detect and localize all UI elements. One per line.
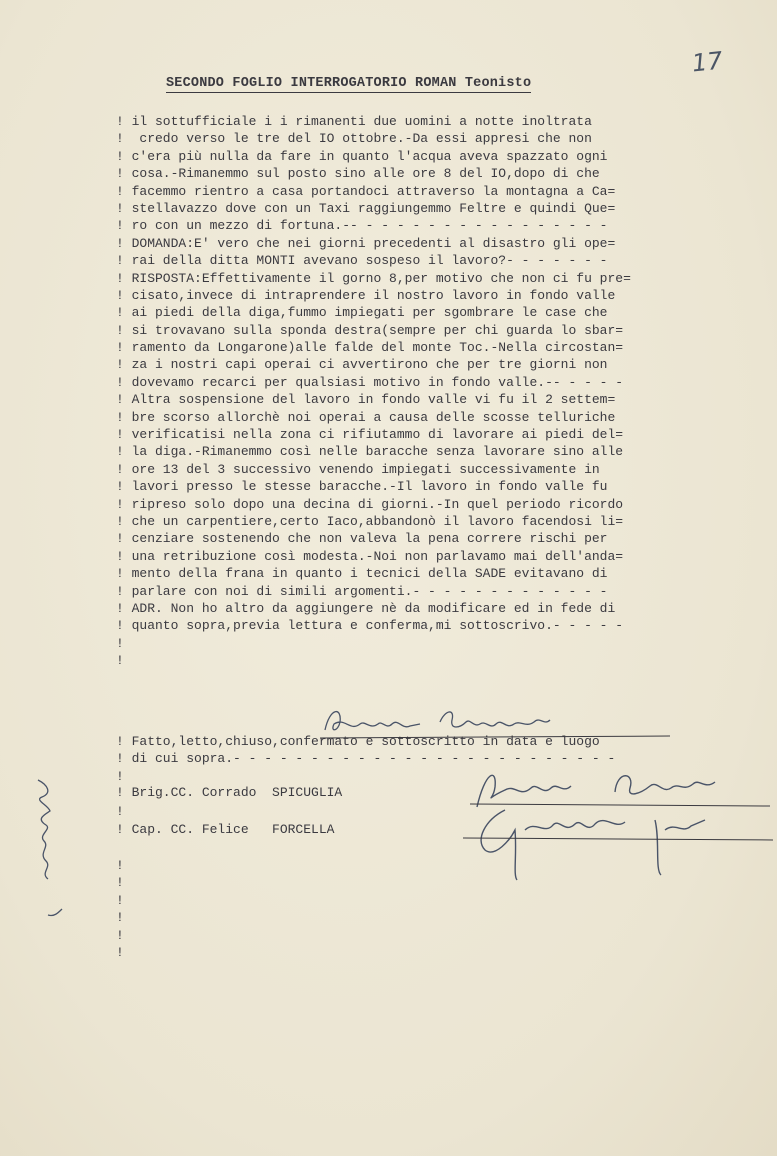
signer-forcella: ! Cap. CC. Felice FORCELLA	[116, 822, 335, 837]
text-line: ! credo verso le tre del IO ottobre.-Da essi appresi che non	[116, 131, 592, 147]
text-line: ! Altra sospensione del lavoro in fondo valle vi fu il 2 settem=	[116, 392, 616, 408]
text-line: ! parlare con noi di simili argomenti.- - - - - - - - - - - - -	[116, 583, 608, 599]
signer-spicuglia: ! Brig.CC. Corrado SPICUGLIA	[116, 785, 343, 800]
text-line: ! DOMANDA:E' vero che nei giorni precedenti al disastro gli ope=	[116, 235, 616, 251]
text-line: ! RISPOSTA:Effettivamente il gorno 8,per motivo che non ci fu pre=	[116, 270, 631, 286]
text-line: ! dovevamo recarci per qualsiasi motivo in fondo valle.-- - - - -	[116, 374, 624, 390]
text-line: ! ro con un mezzo di fortuna.-- - - - - - - - - - - - - - - - -	[116, 218, 608, 234]
closing-line-2: ! di cui sopra.- - - - - - - - - - - - - - - - - - - - - - - - -	[116, 751, 616, 767]
text-line: ! lavori presso le stesse baracche.-Il lavoro in fondo valle fu	[116, 479, 608, 495]
closing-line-1: ! Fatto,letto,chiuso,confermato e sottoscritto in data e luogo	[116, 734, 600, 749]
text-line: ! verificatisi nella zona ci rifiutammo di lavorare ai piedi del=	[116, 427, 624, 443]
text-line: ! mento della frana in quanto i tecnici della SADE evitavano di	[116, 566, 608, 582]
text-line: ! cosa.-Rimanemmo sul posto sino alle ore 8 del IO,dopo di che	[116, 166, 600, 182]
text-line: ! una retribuzione così modesta.-Noi non parlavamo mai dell'anda=	[116, 548, 624, 564]
closing-line-3: !	[116, 768, 124, 784]
text-line: ! che un carpentiere,certo Iaco,abbandonò il lavoro facendosi li=	[116, 513, 624, 529]
text-line: ! ADR. Non ho altro da aggiungere nè da modificare ed in fede di	[116, 600, 616, 616]
text-line: ! rai della ditta MONTI avevano sospeso il lavoro?- - - - - - -	[116, 253, 608, 269]
text-line: ! il sottufficiale i i rimanenti due uomini a notte inoltrata	[116, 114, 592, 129]
text-line: ! bre scorso allorchè noi operai a causa delle scosse telluriche	[116, 409, 616, 425]
text-line: ! ore 13 del 3 successivo venendo impiegati successivamente in	[116, 461, 600, 477]
text-line: ! facemmo rientro a casa portandoci attraverso la montagna a Ca=	[116, 183, 616, 199]
text-line: ! cenziare sostenendo che non valeva la pena correre rischi per	[116, 531, 608, 547]
interrogation-text	[116, 113, 776, 670]
text-line: ! si trovavano sulla sponda destra(sempre per chi guarda lo sbar=	[116, 322, 624, 338]
page-number: 17	[690, 46, 724, 78]
text-line: ! la diga.-Rimanemmo così nelle baracche senza lavorare sino alle	[116, 444, 624, 460]
text-line: ! quanto sopra,previa lettura e conferma,mi sottoscrivo.- - - - -	[116, 618, 624, 634]
text-line: !	[116, 653, 124, 669]
text-line: ! cisato,invece di intraprendere il nostro lavoro in fondo valle	[116, 287, 616, 303]
signer-gap: !	[116, 804, 124, 819]
text-line: !	[116, 635, 124, 651]
text-line: ! ripreso solo dopo una decina di giorni.-In quel periodo ricordo	[116, 496, 624, 512]
text-line: ! za i nostri capi operai ci avvertirono che per tre giorni non	[116, 357, 608, 373]
margin-signature	[18, 775, 68, 925]
signature-forcella	[455, 800, 775, 885]
document-title: SECONDO FOGLIO INTERROGATORIO ROMAN Teonisto	[166, 76, 532, 91]
text-line: ! c'era più nulla da fare in quanto l'acqua aveva spazzato ogni	[116, 148, 608, 164]
text-line: ! ramento da Longarone)alle falde del monte Toc.-Nella circostan=	[116, 340, 624, 356]
text-line: ! stellavazzo dove con un Taxi raggiungemmo Feltre e quindi Que=	[116, 200, 616, 216]
text-line: ! ai piedi della diga,fummo impiegati per sgombrare le case che	[116, 305, 608, 321]
trailing-margin-marks: ! ! ! ! ! !	[116, 858, 124, 961]
